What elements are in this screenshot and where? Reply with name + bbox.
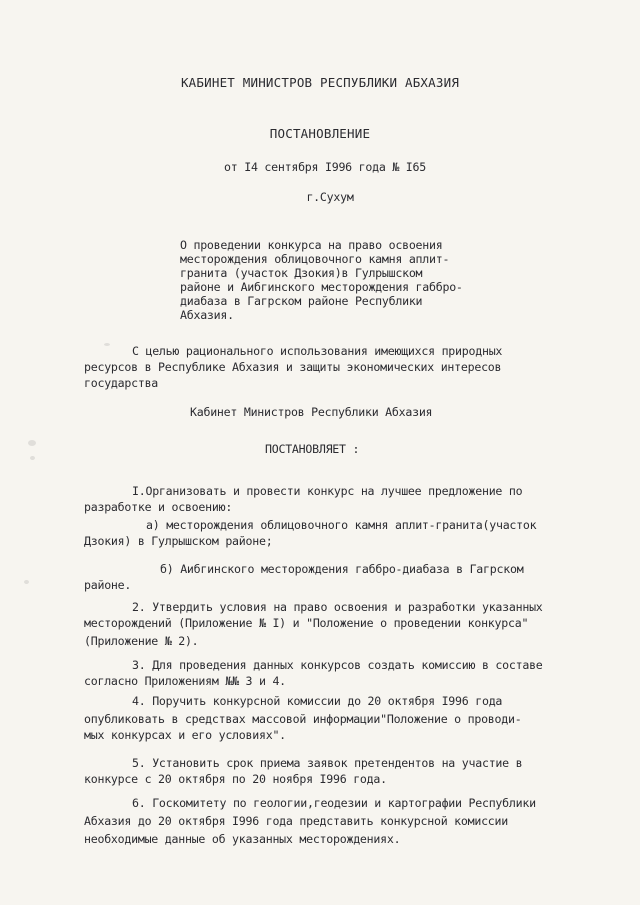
subject-line: О проведении конкурса на право освоения	[180, 238, 443, 252]
document-type: ПОСТАНОВЛЕНИЕ	[269, 126, 371, 141]
body-line: 4. Поручить конкурсной комиссии до 20 октября I996 года	[132, 694, 503, 708]
body-line: согласно Приложениям №№ 3 и 4.	[84, 674, 286, 688]
subject-line: месторождения облицовочного камня аплит-	[180, 252, 450, 266]
body-line: мых конкурсах и его условиях".	[84, 728, 286, 742]
date-number: от I4 сентября I996 года № I65	[224, 160, 426, 174]
body-line: опубликовать в средствах массовой информации"Положение о проводи-	[84, 712, 522, 726]
body-line: 2. Утвердить условия на право освоения и разработки указанных	[132, 600, 543, 614]
scan-smudge	[30, 456, 35, 460]
body-line: районе.	[84, 578, 132, 592]
body-line: месторождений (Приложение № I) и "Положение о проведении конкурса"	[84, 616, 529, 630]
scan-smudge	[28, 440, 36, 446]
body-line: необходимые данные об указанных месторождениях.	[84, 832, 401, 846]
scan-smudge	[104, 343, 110, 346]
resolves-line: ПОСТАНОВЛЯЕТ :	[265, 442, 360, 456]
body-line: Дзокия) в Гулрышском районе;	[84, 534, 273, 548]
subject-line: Абхазия.	[180, 308, 234, 322]
body-line: а) месторождения облицовочного камня аплит-гранита(участок	[146, 518, 537, 532]
body-line: Абхазия до 20 октября I996 года представить конкурсной комиссии	[84, 814, 508, 828]
body-line: 3. Для проведения данных конкурсов создать комиссию в составе	[132, 658, 543, 672]
body-line: I.Организовать и провести конкурс на лучшее предложение по	[132, 484, 523, 498]
body-line: конкурсе с 20 октября по 20 ноября I996 года.	[84, 772, 387, 786]
preamble-line: государства	[84, 376, 159, 390]
scan-smudge	[24, 580, 29, 584]
body-line: б) Аибгинского месторождения габбро-диабаза в Гагрском	[160, 562, 524, 576]
body-line: разработке и освоению:	[84, 500, 233, 514]
preamble-line: ресурсов в Республике Абхазия и защиты экономических интересов	[84, 360, 502, 374]
body-line: 5. Установить срок приема заявок претендентов на участие в	[132, 756, 523, 770]
city: г.Сухум	[306, 190, 354, 204]
body-line: (Приложение № 2).	[84, 634, 199, 648]
preamble-line: С целью рационального использования имеющихся природных	[132, 344, 503, 358]
subject-line: диабаза в Гагрском районе Республики	[180, 294, 423, 308]
subject-line: районе и Аибгинского месторождения габбро-	[180, 280, 463, 294]
organization-title: КАБИНЕТ МИНИСТРОВ РЕСПУБЛИКИ АБХАЗИЯ	[180, 75, 460, 90]
cabinet-line: Кабинет Министров Республики Абхазия	[190, 405, 433, 419]
subject-line: гранита (участок Дзокия)в Гулрышском	[180, 266, 423, 280]
body-line: 6. Госкомитету по геологии,геодезии и картографии Республики	[132, 796, 536, 810]
